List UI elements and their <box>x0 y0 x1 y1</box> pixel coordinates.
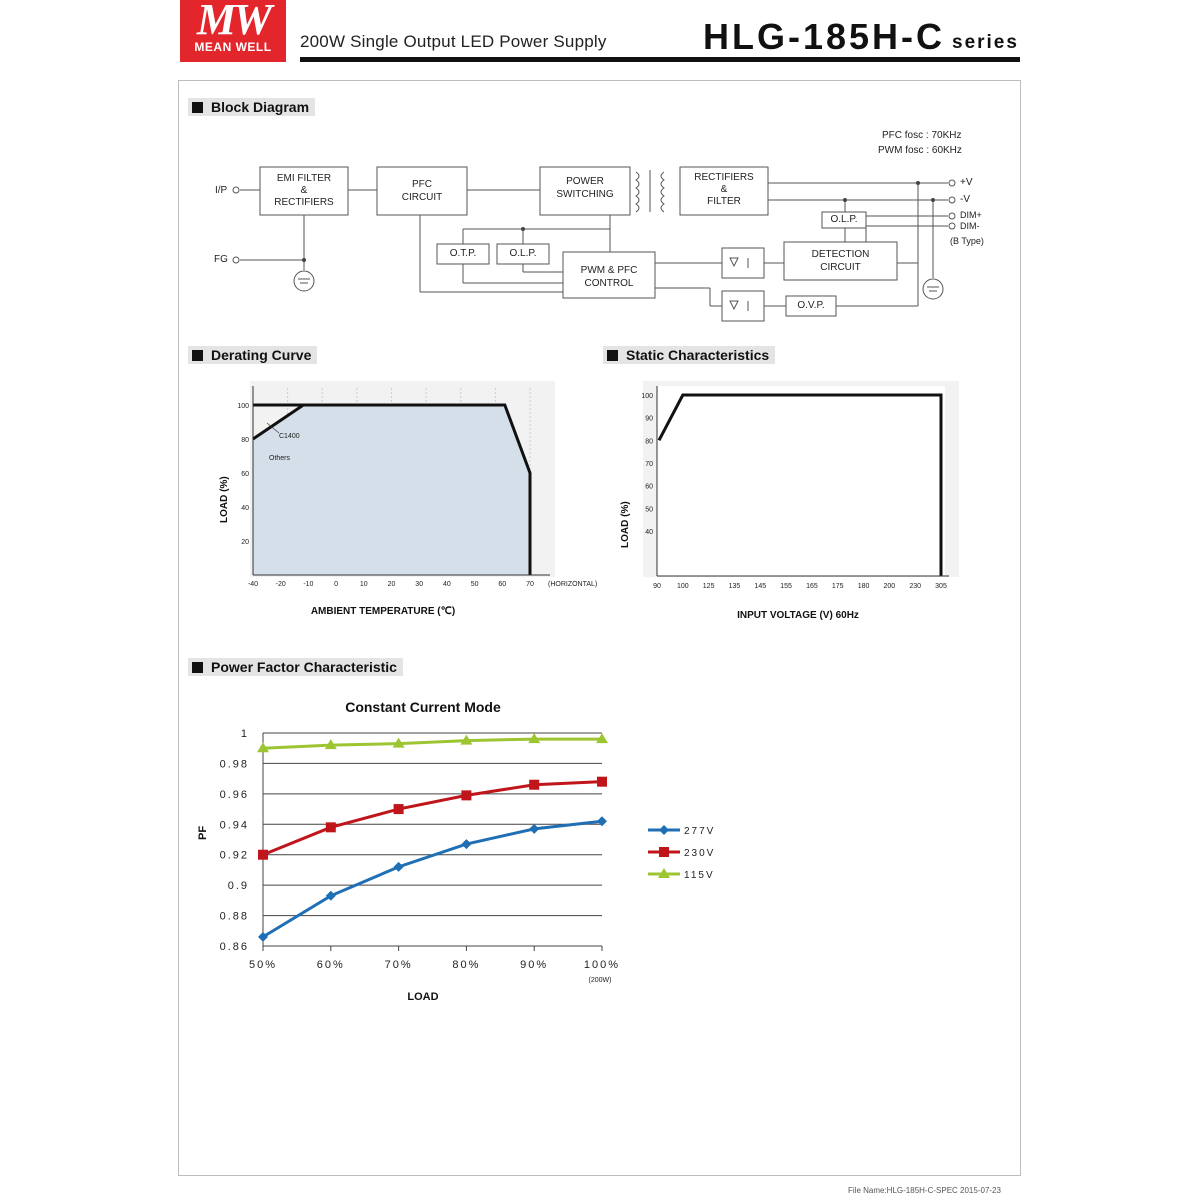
derating-y-label: LOAD (%) <box>219 476 230 523</box>
logo-text: MEAN WELL <box>194 40 272 54</box>
pf-x-tick: 90% <box>520 959 549 971</box>
pf-point-277V <box>529 824 539 834</box>
static-y-tick: 40 <box>645 529 653 536</box>
pf-x-tick: 80% <box>452 959 481 971</box>
static-y-tick: 60 <box>645 483 653 491</box>
derating-x-tick: 50 <box>470 581 479 588</box>
derating-x-tick: 20 <box>387 581 396 588</box>
static-y-tick: 80 <box>645 438 653 446</box>
pf-y-tick: 0.88 <box>219 910 249 923</box>
vplus-terminal: +V <box>960 177 973 188</box>
pfc-circuit-label: PFC CIRCUIT <box>401 179 443 203</box>
derating-y-tick: 100 <box>237 403 249 410</box>
derating-area <box>253 405 530 575</box>
pf-y-label: PF <box>197 825 209 840</box>
pf-point-230V <box>597 777 607 787</box>
power-factor-title: Power Factor Characteristic <box>211 659 397 675</box>
static-x-tick: 180 <box>857 583 870 590</box>
static-x-tick: 135 <box>728 583 741 590</box>
bullet-square-icon <box>192 350 203 361</box>
pf-x-tick: 100% <box>583 959 621 971</box>
emi-filter-label: EMI FILTER & RECTIFIERS <box>274 173 334 208</box>
derating-x-tick: 40 <box>443 581 451 588</box>
olp-label-1: O.L.P. <box>509 248 537 259</box>
derating-x-tick: 30 <box>415 581 424 588</box>
derating-x-tick: -10 <box>303 581 314 588</box>
pf-legend-marker-230V <box>659 847 669 857</box>
static-x-tick: 200 <box>883 583 896 590</box>
otp-label: O.T.P. <box>449 248 477 259</box>
derating-x-tick: 60 <box>498 581 507 588</box>
ovp-label: O.V.P. <box>797 300 825 311</box>
static-x-tick: 175 <box>831 583 844 590</box>
derating-y-tick: 20 <box>241 539 249 546</box>
product-subtitle: 200W Single Output LED Power Supply <box>300 32 607 51</box>
optocoupler-1 <box>722 248 764 278</box>
derating-x-tick: 70 <box>526 581 534 588</box>
power-factor-heading <box>188 658 403 676</box>
pf-x-tick: 50% <box>248 959 278 971</box>
pf-point-277V <box>461 839 471 849</box>
static-title: Static Characteristics <box>626 347 770 363</box>
file-name-footer: File Name:HLG-185H-C-SPEC 2015-07-23 <box>848 1186 1001 1195</box>
bullet-square-icon <box>192 662 203 673</box>
pf-point-230V <box>461 790 471 800</box>
static-y-label: LOAD (%) <box>620 501 631 548</box>
fg-terminal-label: FG <box>214 254 228 265</box>
pf-point-230V <box>529 780 539 790</box>
pf-legend-label: 115V <box>684 870 715 881</box>
logo-mark: MW <box>196 0 270 44</box>
olp-label-2: O.L.P. <box>830 214 858 225</box>
static-y-tick: 70 <box>645 461 653 468</box>
static-x-tick: 90 <box>653 583 661 590</box>
derating-x-tick: 10 <box>359 581 368 588</box>
pfc-frequency: PFC fosc : 70KHz <box>882 130 962 141</box>
static-x-label: INPUT VOLTAGE (V) 60Hz <box>737 610 859 621</box>
pf-chart-title: Constant Current Mode <box>345 699 501 715</box>
derating-annotation-others: Others <box>269 455 291 462</box>
static-plot-area <box>657 386 945 576</box>
power-switching-label: POWER SWITCHING <box>556 176 614 200</box>
pwm-frequency: PWM fosc : 60KHz <box>878 145 962 156</box>
pf-point-277V <box>394 862 404 872</box>
pf-y-tick: 0.94 <box>219 819 249 832</box>
pf-series-line-277V <box>263 821 602 937</box>
derating-title: Derating Curve <box>211 347 312 363</box>
static-x-tick: 145 <box>754 583 767 590</box>
derating-y-tick: 40 <box>241 505 249 512</box>
pf-y-tick: 0.9 <box>227 880 249 893</box>
pf-legend-label: 230V <box>684 848 716 859</box>
derating-x-tick: -20 <box>275 581 286 588</box>
pf-x-note: (200W) <box>588 977 612 984</box>
static-x-tick: 155 <box>780 583 792 590</box>
pf-legend-label: 277V <box>684 826 716 837</box>
pf-y-tick: 0.92 <box>219 849 249 862</box>
pf-series-line-230V <box>263 782 602 855</box>
vminus-terminal: -V <box>960 194 970 205</box>
pf-point-230V <box>394 804 404 814</box>
pf-legend-marker-277V <box>659 825 669 835</box>
derating-heading <box>188 346 317 364</box>
derating-x-tick: 0 <box>334 581 339 588</box>
pf-x-tick: 60% <box>316 959 345 971</box>
static-x-tick: 100 <box>676 583 689 590</box>
pf-y-tick: 0.86 <box>219 941 249 953</box>
pf-y-tick: 0.96 <box>219 788 249 801</box>
derating-annotation-c1400: C1400 <box>279 433 300 440</box>
pf-series-line-115V <box>263 739 602 748</box>
pwm-control-label: PWM & PFC CONTROL <box>580 265 638 289</box>
bullet-square-icon <box>607 350 618 361</box>
pf-x-tick: 70% <box>384 959 413 971</box>
pf-point-230V <box>326 822 336 832</box>
pf-y-tick: 0.98 <box>219 758 249 771</box>
static-x-tick: 230 <box>909 583 922 590</box>
derating-y-tick: 60 <box>241 471 249 478</box>
optocoupler-2 <box>722 291 764 321</box>
rectifiers-filter-label: RECTIFIERS & FILTER <box>694 172 754 207</box>
pf-y-tick: 1 <box>240 728 249 740</box>
dimminus-terminal: DIM- <box>960 221 980 231</box>
input-terminal-label: I/P <box>215 185 228 196</box>
static-chart <box>615 378 975 630</box>
pf-point-230V <box>258 850 268 860</box>
static-y-tick: 50 <box>645 506 653 514</box>
derating-x-label: AMBIENT TEMPERATURE (℃) <box>310 606 456 617</box>
series-label: series <box>952 32 1019 53</box>
static-x-tick: 305 <box>935 583 947 590</box>
derating-y-tick: 80 <box>241 437 249 444</box>
static-y-tick: 100 <box>641 393 653 400</box>
btype-note: (B Type) <box>950 236 984 246</box>
static-x-tick: 165 <box>806 583 818 590</box>
pf-x-label: LOAD <box>407 991 439 1003</box>
model-name: HLG-185H-C <box>703 16 946 57</box>
static-y-tick: 90 <box>645 415 653 423</box>
dimplus-terminal: DIM+ <box>960 210 982 220</box>
detection-circuit-label: DETECTION CIRCUIT <box>811 249 870 273</box>
derating-x-tick: -40 <box>247 581 259 588</box>
power-factor-chart <box>190 690 750 1010</box>
static-x-tick: 125 <box>702 583 715 590</box>
derating-x-tick-note: (HORIZONTAL) <box>548 581 598 588</box>
static-heading <box>603 346 775 364</box>
derating-chart <box>215 378 625 628</box>
block-diagram-title: Block Diagram <box>211 99 310 115</box>
